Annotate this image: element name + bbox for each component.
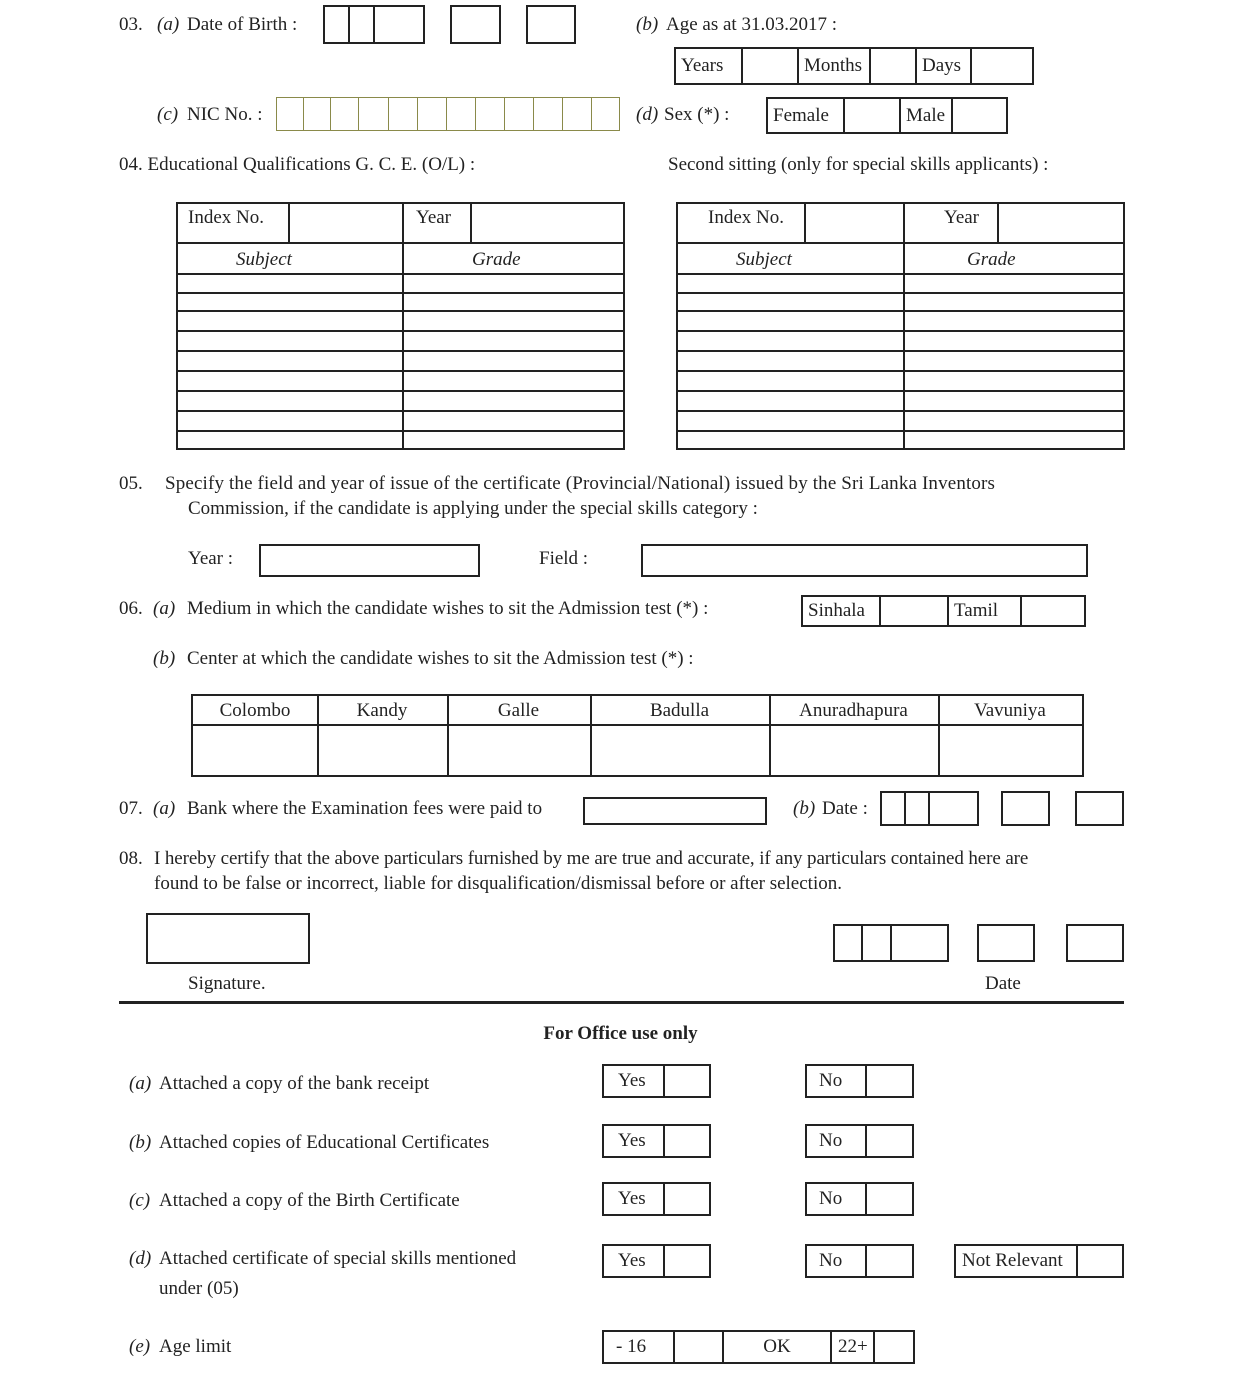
- sex-male-checkbox[interactable]: [953, 99, 1006, 132]
- medium-tamil-label: Tamil: [954, 600, 999, 621]
- center-colombo-checkbox[interactable]: [195, 726, 315, 775]
- center-galle-checkbox[interactable]: [449, 726, 588, 775]
- nic-input[interactable]: [276, 97, 620, 131]
- office-a-yes-label: Yes: [618, 1070, 646, 1091]
- office-d-tag: (d): [129, 1248, 152, 1269]
- q05-field-label: Field :: [539, 548, 589, 569]
- q07-number: 07.: [119, 798, 143, 819]
- q03d-tag: (d): [636, 104, 659, 125]
- office-d-not-relevant-label: Not Relevant: [962, 1250, 1063, 1271]
- q06a-tag: (a): [153, 598, 176, 619]
- medium-sinhala-checkbox[interactable]: [881, 597, 949, 625]
- office-b-yes-checkbox[interactable]: [665, 1126, 709, 1156]
- medium-options: [801, 595, 1086, 627]
- ol2-results-rows[interactable]: [678, 275, 1123, 448]
- office-b-no: [805, 1124, 914, 1158]
- nic-label: NIC No. :: [187, 104, 263, 125]
- medium-sinhala-label: Sinhala: [808, 600, 865, 621]
- q03b-tag: (b): [636, 14, 659, 35]
- q03-number: 03.: [119, 14, 143, 35]
- payment-date-label: Date :: [822, 798, 868, 819]
- office-c-label: Attached a copy of the Birth Certificate: [159, 1190, 460, 1211]
- medium-tamil-checkbox[interactable]: [1022, 597, 1084, 625]
- sex-label: Sex (*) :: [664, 104, 730, 125]
- office-a-tag: (a): [129, 1073, 152, 1094]
- office-b-no-label: No: [819, 1130, 843, 1151]
- office-d-no-label: No: [819, 1250, 843, 1271]
- q05-year-input[interactable]: [259, 544, 480, 577]
- center-label: Center at which the candidate wishes to sit the Admission test (*) :: [187, 648, 694, 669]
- age-months-label: Months: [804, 55, 863, 76]
- q05-text-line1: Specify the field and year of issue of the certificate (Provincial/National) issued by the Sri Lanka Inventors: [165, 473, 996, 494]
- office-a-yes: [602, 1064, 711, 1098]
- ol2-grade-header: Grade: [967, 249, 1016, 270]
- signature-label: Signature.: [188, 973, 266, 994]
- dob-day-input[interactable]: [526, 5, 576, 44]
- sign-date-day-input[interactable]: [1066, 924, 1124, 962]
- age-years-label: Years: [681, 55, 724, 76]
- age-days-input[interactable]: [972, 49, 1032, 83]
- office-a-yes-checkbox[interactable]: [665, 1066, 709, 1096]
- bank-label: Bank where the Examination fees were paid to: [187, 798, 543, 819]
- ol2-year-input[interactable]: [999, 204, 1123, 242]
- q05-field-input[interactable]: [641, 544, 1088, 577]
- office-b-yes: [602, 1124, 711, 1158]
- payment-date-day-input[interactable]: [1075, 791, 1124, 826]
- age-limit-under16-checkbox[interactable]: [675, 1332, 724, 1362]
- ol1-subject-header: Subject: [236, 249, 292, 270]
- sex-options: [766, 97, 1008, 134]
- sex-female-label: Female: [773, 104, 829, 126]
- center-anuradhapura-checkbox[interactable]: [771, 726, 936, 775]
- ol-second-sitting-table: [676, 202, 1125, 450]
- center-badulla-checkbox[interactable]: [592, 726, 767, 775]
- age-limit-ok-label: OK: [763, 1336, 791, 1357]
- sign-date-year-input[interactable]: [833, 924, 949, 962]
- age-label: Age as at 31.03.2017 :: [666, 14, 837, 35]
- ol1-grade-header: Grade: [472, 249, 521, 270]
- office-c-yes-checkbox[interactable]: [665, 1184, 709, 1214]
- ol1-results-rows[interactable]: [178, 275, 623, 448]
- section-divider: [119, 1001, 1124, 1004]
- bank-input[interactable]: [583, 797, 767, 825]
- office-d-yes-label: Yes: [618, 1250, 646, 1271]
- age-limit-over22-label: 22+: [838, 1336, 868, 1357]
- center-badulla-label: Badulla: [649, 700, 710, 721]
- age-years-input[interactable]: [743, 49, 799, 83]
- office-a-label: Attached a copy of the bank receipt: [159, 1073, 430, 1094]
- office-c-tag: (c): [129, 1190, 151, 1211]
- ol2-year-label: Year: [944, 207, 980, 228]
- center-vavuniya-checkbox[interactable]: [940, 726, 1080, 775]
- age-limit-options: [602, 1330, 915, 1364]
- q05-number: 05.: [119, 473, 143, 494]
- office-b-yes-label: Yes: [618, 1130, 646, 1151]
- center-kandy-label: Kandy: [356, 700, 408, 721]
- office-d-no: [805, 1244, 914, 1278]
- dob-year-input[interactable]: [323, 5, 425, 44]
- office-e-tag: (e): [129, 1336, 151, 1357]
- q07a-tag: (a): [153, 798, 176, 819]
- office-d-not-relevant-checkbox[interactable]: [1078, 1246, 1122, 1276]
- office-d-label-line2: under (05): [159, 1278, 239, 1299]
- center-colombo-label: Colombo: [219, 700, 291, 721]
- ol1-year-label: Year: [416, 207, 452, 228]
- q06b-tag: (b): [153, 648, 176, 669]
- office-d-yes: [602, 1244, 711, 1278]
- q06-number: 06.: [119, 598, 143, 619]
- q05-text-line2: Commission, if the candidate is applying under the special skills category :: [188, 498, 758, 519]
- office-a-no-label: No: [819, 1070, 843, 1091]
- office-d-label: Attached certificate of special skills mentioned: [159, 1248, 517, 1269]
- medium-label: Medium in which the candidate wishes to sit the Admission test (*) :: [187, 598, 709, 619]
- center-vavuniya-label: Vavuniya: [974, 700, 1046, 721]
- q08-text-line2: found to be false or incorrect, liable for disqualification/dismissal before or after selection.: [154, 873, 842, 894]
- office-d-yes-checkbox[interactable]: [665, 1246, 709, 1276]
- q08-text-line1: I hereby certify that the above particulars furnished by me are true and accurate, if any particulars contained here are: [154, 848, 1029, 869]
- age-months-input[interactable]: [871, 49, 917, 83]
- payment-date-month-input[interactable]: [1001, 791, 1050, 826]
- office-b-no-checkbox[interactable]: [867, 1126, 912, 1156]
- ol-first-sitting-table: [176, 202, 625, 450]
- age-limit-checkbox[interactable]: [875, 1332, 913, 1362]
- center-kandy-checkbox[interactable]: [319, 726, 445, 775]
- office-d-not-relevant: [954, 1244, 1124, 1278]
- q04-second-title: Second sitting (only for special skills applicants) :: [668, 154, 1049, 175]
- sex-male-label: Male: [906, 104, 946, 126]
- dob-label: Date of Birth :: [187, 14, 298, 35]
- center-galle-label: Galle: [497, 700, 540, 721]
- office-a-no: [805, 1064, 914, 1098]
- office-e-label: Age limit: [159, 1336, 232, 1357]
- signature-input[interactable]: [146, 913, 310, 964]
- ol2-subject-header: Subject: [736, 249, 792, 270]
- q04-title: 04. Educational Qualifications G. C. E. (O/L) :: [119, 154, 476, 175]
- office-c-no-label: No: [819, 1188, 843, 1209]
- age-limit-under16-label: - 16: [616, 1336, 647, 1357]
- age-days-label: Days: [922, 55, 962, 76]
- office-c-yes: [602, 1182, 711, 1216]
- q03a-tag: (a): [157, 14, 180, 35]
- ol1-year-input[interactable]: [472, 204, 622, 242]
- ol2-index-label: Index No.: [708, 207, 784, 228]
- sign-date-month-input[interactable]: [977, 924, 1035, 962]
- ol1-index-label: Index No.: [188, 207, 264, 228]
- q05-year-label: Year :: [188, 548, 234, 569]
- center-table: [191, 694, 1084, 777]
- sex-female-checkbox[interactable]: [845, 99, 901, 132]
- q03c-tag: (c): [157, 104, 179, 125]
- office-d-no-checkbox[interactable]: [867, 1246, 912, 1276]
- center-anuradhapura-label: Anuradhapura: [799, 700, 908, 721]
- ol1-index-input[interactable]: [290, 204, 400, 242]
- office-b-label: Attached copies of Educational Certificates: [159, 1132, 490, 1153]
- q08-number: 08.: [119, 848, 143, 869]
- office-use-title: For Office use only: [543, 1023, 698, 1044]
- age-fields: [674, 47, 1034, 85]
- q07b-tag: (b): [793, 798, 816, 819]
- office-c-no-checkbox[interactable]: [867, 1184, 912, 1214]
- payment-date-year-input[interactable]: [880, 791, 979, 826]
- office-a-no-checkbox[interactable]: [867, 1066, 912, 1096]
- dob-month-input[interactable]: [450, 5, 501, 44]
- sign-date-label: Date: [985, 973, 1021, 994]
- office-b-tag: (b): [129, 1132, 152, 1153]
- ol2-index-input[interactable]: [806, 204, 901, 242]
- office-c-no: [805, 1182, 914, 1216]
- office-c-yes-label: Yes: [618, 1188, 646, 1209]
